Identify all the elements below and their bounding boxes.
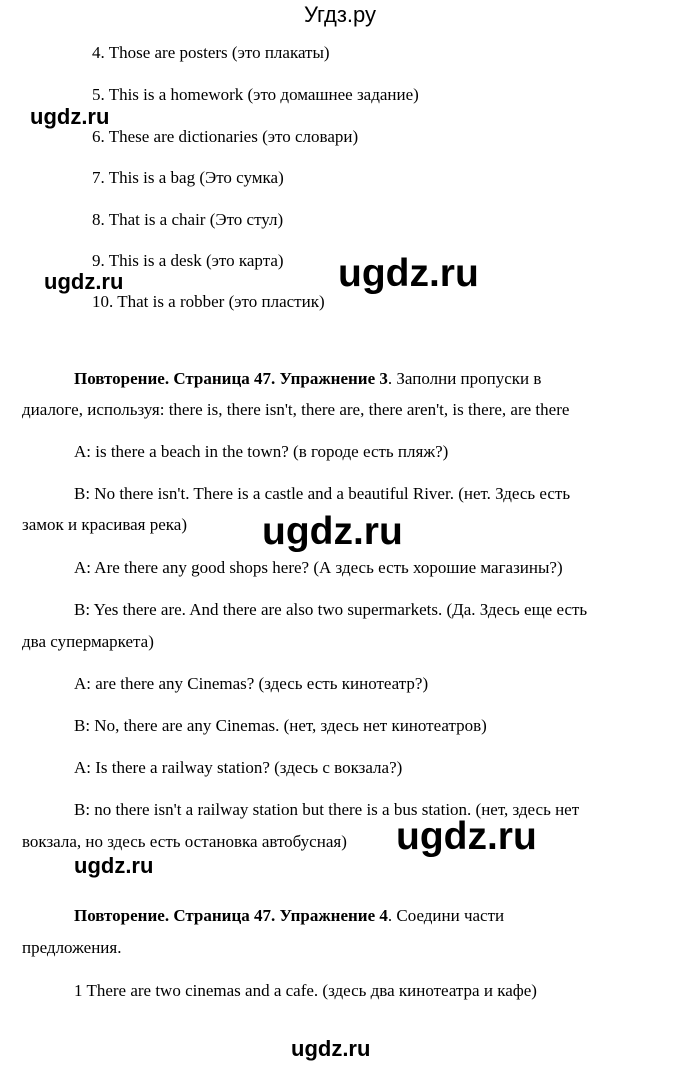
dialogue-line: B: No, there are any Cinemas. (нет, здесь нет кинотеатров) <box>74 716 487 735</box>
watermark-small: ugdz.ru <box>30 104 110 129</box>
list-item: 7. This is a bag (Это сумка) <box>92 168 284 187</box>
site-header-title: Угдз.ру <box>303 2 377 27</box>
dialogue-line: B: no there isn't a railway station but there is a bus station. (нет, здесь нет <box>74 800 580 819</box>
exercise-3-instruction-tail: . Заполни пропуски в <box>387 369 542 388</box>
dialogue-line: замок и красивая река) <box>22 515 187 534</box>
list-item: 9. This is a desk (это карта) <box>92 251 284 270</box>
dialogue-line: B: No there isn't. There is a castle and a beautiful River. (нет. Здесь есть <box>74 484 571 503</box>
match-line: 1 There are two cinemas and a cafe. (здесь два кинотеатра и кафе) <box>74 981 537 1000</box>
watermark-small: ugdz.ru <box>291 1036 371 1061</box>
list-item: 10. That is a robber (это пластик) <box>92 292 325 311</box>
dialogue-line: A: are there any Cinemas? (здесь есть кинотеатр?) <box>74 674 429 693</box>
exercise-3-instruction <box>74 369 541 389</box>
exercise-4-heading: Повторение. Страница 47. Упражнение 4 <box>74 906 388 925</box>
dialogue-line: A: Are there any good shops here? (А здесь есть хорошие магазины?) <box>74 558 563 577</box>
watermark-large: ugdz.ru <box>396 815 537 858</box>
dialogue-line: A: Is there a railway station? (здесь с вокзала?) <box>74 758 403 777</box>
watermark-small: ugdz.ru <box>44 269 124 294</box>
exercise-3-instruction-line2: диалоге, используя: there is, there isn't, there are, there aren't, is there, are there <box>22 400 570 419</box>
watermark-large: ugdz.ru <box>338 252 479 295</box>
watermark-large: ugdz.ru <box>262 510 403 553</box>
list-item: 5. This is a homework (это домашнее задание) <box>92 85 419 104</box>
exercise-3-heading: Повторение. Страница 47. Упражнение 3 <box>74 369 388 388</box>
dialogue-line: вокзала, но здесь есть остановка автобусная) <box>22 832 347 851</box>
exercise-4-instruction-tail: . Соедини части <box>387 906 505 925</box>
list-item: 4. Those are posters (это плакаты) <box>92 43 330 62</box>
dialogue-line: два супермаркета) <box>22 632 154 651</box>
dialogue-line: A: is there a beach in the town? (в городе есть пляж?) <box>74 442 449 461</box>
watermark-small: ugdz.ru <box>74 853 154 878</box>
list-item: 6. These are dictionaries (это словари) <box>92 127 359 146</box>
dialogue-line: B: Yes there are. And there are also two supermarkets. (Да. Здесь еще есть <box>74 600 588 619</box>
list-item: 8. That is a chair (Это стул) <box>92 210 284 229</box>
exercise-4-instruction <box>74 906 504 926</box>
exercise-4-instruction-line2: предложения. <box>22 938 122 957</box>
